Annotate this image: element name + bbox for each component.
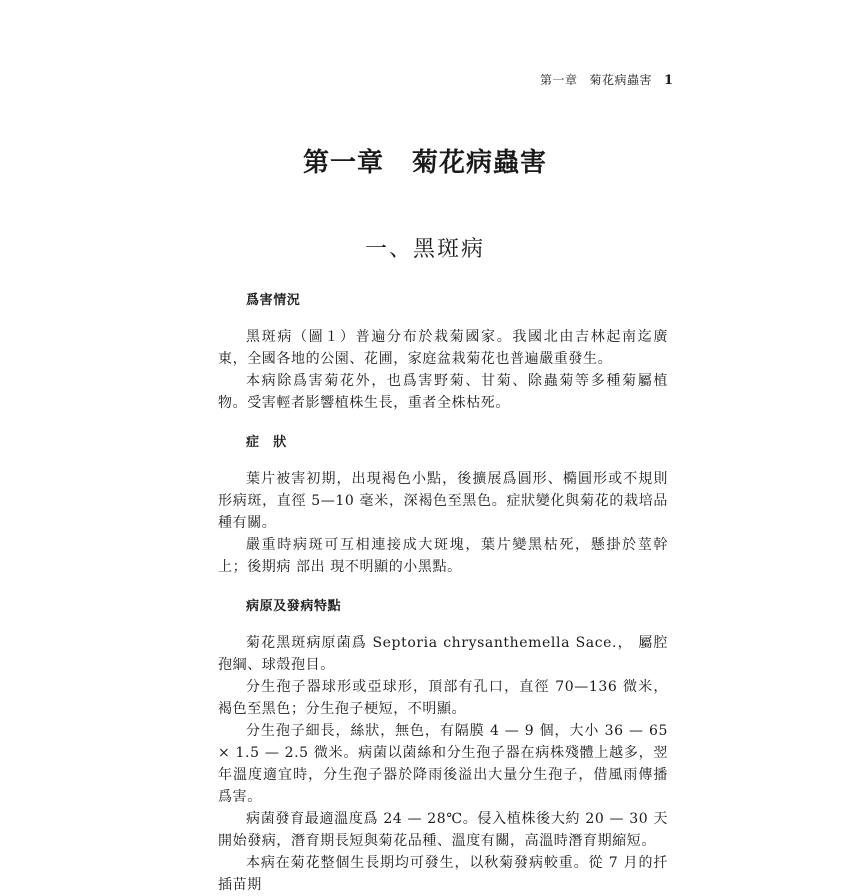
page-number: 1 [664,73,674,88]
chapter-label: 第一章 [302,148,384,178]
running-head-chapter: 第一章 [540,73,578,87]
running-head [540,71,674,88]
subheading-pathogen: 病原及發病特點 [246,599,342,614]
paragraph: 菊花黑斑病原菌爲 Septoria chrysanthemella Sace.， 屬腔孢綱、球殼孢目。 [218,635,668,673]
section-title: 一、黑斑病 [364,237,485,262]
paragraph: 病菌發育最適溫度爲 24 — 28℃。侵入植株後大約 20 — 30 天開始發病，潛育期長短與菊花品種、溫度有關，高溫時潛育期縮短。 [218,811,668,849]
chapter-name: 菊花病蟲害 [412,148,548,178]
subheading-symptoms: 症 狀 [246,435,287,450]
paragraph: 葉片被害初期，出現褐色小點，後擴展爲圓形、橢圓形或不規則形病斑，直徑 5—10 毫米，深褐色至黑色。症狀變化與菊花的栽培品種有關。 [218,471,668,531]
paragraph: 本病在菊花整個生長期均可發生，以秋菊發病較重。從 7 月的扦插苗期 [218,855,668,893]
chapter-title [0,142,850,179]
body-text [218,290,668,896]
paragraph: 分生孢子器球形或亞球形，頂部有孔口，直徑 70—136 微米，褐色至黑色；分生孢子梗短，不明顯。 [218,679,668,717]
paragraph: 嚴重時病斑可互相連接成大斑塊，葉片變黑枯死，懸掛於莖幹上；後期病 部出 現不明顯的小黑點。 [218,537,668,575]
paragraph: 分生孢子細長，絲狀，無色，有隔膜 4 — 9 個，大小 36 — 65 × 1.5 — 2.5 微米。病菌以菌絲和分生孢子器在病株殘體上越多，翌年溫度適宜時，分生孢子器於降雨後溢出大量分生孢子，借風雨傳播爲害。 [218,723,668,805]
running-head-title: 菊花病蟲害 [589,73,653,87]
paragraph: 本病除爲害菊花外，也爲害野菊、甘菊、除蟲菊等多種菊屬植物。受害輕者影響植株生長，重者全株枯死。 [218,373,668,411]
paragraph: 黑斑病（圖１）普遍分布於栽菊國家。我國北由吉林起南迄廣東，全國各地的公園、花圃，家庭盆栽菊花也普遍嚴重發生。 [218,329,668,367]
subheading-damage: 爲害情況 [246,293,301,308]
